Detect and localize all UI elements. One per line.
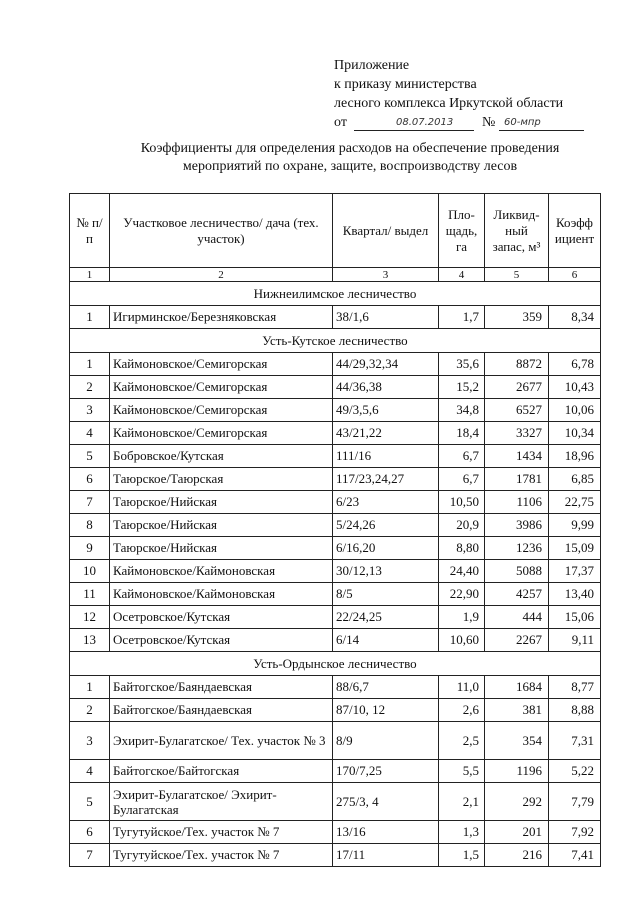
area-value: 6,7 (439, 468, 485, 491)
table-row (70, 676, 601, 699)
forestry-name: Осетровское/Кутская (110, 606, 333, 629)
coefficient-value: 6,85 (549, 468, 601, 491)
row-number: 9 (70, 537, 110, 560)
area-value: 22,90 (439, 583, 485, 606)
column-number-row (70, 268, 601, 282)
area-value: 1,9 (439, 606, 485, 629)
title-line-2: мероприятий по охране, защите, воспроизводству лесов (182, 159, 518, 174)
row-number: 1 (70, 353, 110, 376)
row-number: 4 (70, 422, 110, 445)
forestry-name: Тугутуйское/Тех. участок № 7 (110, 821, 333, 844)
stock-value: 1434 (485, 445, 549, 468)
area-value: 1,7 (439, 306, 485, 329)
area-value: 5,5 (439, 760, 485, 783)
quarter-plot: 117/23,24,27 (333, 468, 439, 491)
handwritten-date: 08.07.2013 (396, 117, 454, 128)
document-title (80, 140, 620, 176)
row-number: 3 (70, 399, 110, 422)
stock-value: 5088 (485, 560, 549, 583)
quarter-plot: 8/9 (333, 722, 439, 760)
quarter-plot: 88/6,7 (333, 676, 439, 699)
header-forestry: Участковое лесничество/ дача (тех. участок) (110, 194, 333, 268)
stock-value: 4257 (485, 583, 549, 606)
row-number: 8 (70, 514, 110, 537)
row-number: 3 (70, 722, 110, 760)
column-number: 5 (485, 268, 549, 282)
area-value: 35,6 (439, 353, 485, 376)
table-row (70, 699, 601, 722)
table-row (70, 583, 601, 606)
area-value: 2,6 (439, 699, 485, 722)
column-number: 2 (110, 268, 333, 282)
quarter-plot: 87/10, 12 (333, 699, 439, 722)
appendix-block (334, 56, 563, 132)
row-number: 6 (70, 821, 110, 844)
quarter-plot: 5/24,26 (333, 514, 439, 537)
column-number: 1 (70, 268, 110, 282)
table-row (70, 606, 601, 629)
forestry-name: Таюрское/Нийская (110, 491, 333, 514)
coefficient-value: 7,41 (549, 844, 601, 867)
forestry-name: Игирминское/Березняковская (110, 306, 333, 329)
coefficient-value: 6,78 (549, 353, 601, 376)
from-label: от (334, 115, 347, 130)
row-number: 10 (70, 560, 110, 583)
table-row (70, 376, 601, 399)
coefficient-value: 10,43 (549, 376, 601, 399)
coefficient-value: 10,06 (549, 399, 601, 422)
quarter-plot: 275/3, 4 (333, 783, 439, 821)
table-row (70, 560, 601, 583)
table-row (70, 353, 601, 376)
coefficient-value: 8,77 (549, 676, 601, 699)
area-value: 10,60 (439, 629, 485, 652)
section-row (70, 652, 601, 676)
table-row (70, 445, 601, 468)
area-value: 1,5 (439, 844, 485, 867)
quarter-plot: 170/7,25 (333, 760, 439, 783)
table-row (70, 468, 601, 491)
handwritten-number: 60-мпр (504, 117, 541, 128)
quarter-plot: 22/24,25 (333, 606, 439, 629)
quarter-plot: 6/14 (333, 629, 439, 652)
quarter-plot: 44/36,38 (333, 376, 439, 399)
row-number: 2 (70, 376, 110, 399)
forestry-name: Каймоновское/Каймоновская (110, 583, 333, 606)
area-value: 2,1 (439, 783, 485, 821)
row-number: 2 (70, 699, 110, 722)
header-quarter: Квартал/ выдел (333, 194, 439, 268)
area-value: 10,50 (439, 491, 485, 514)
header-area: Пло- щадь, га (439, 194, 485, 268)
header-stock: Ликвид- ный запас, м³ (485, 194, 549, 268)
area-value: 8,80 (439, 537, 485, 560)
forestry-name: Байтогское/Баяндаевская (110, 699, 333, 722)
forestry-name: Каймоновское/Каймоновская (110, 560, 333, 583)
stock-value: 3327 (485, 422, 549, 445)
coefficient-value: 17,37 (549, 560, 601, 583)
row-number: 5 (70, 783, 110, 821)
forestry-name: Таюрское/Нийская (110, 537, 333, 560)
stock-value: 3986 (485, 514, 549, 537)
table-row (70, 783, 601, 821)
forestry-name: Байтогское/Баяндаевская (110, 676, 333, 699)
row-number: 1 (70, 306, 110, 329)
quarter-plot: 6/23 (333, 491, 439, 514)
quarter-plot: 8/5 (333, 583, 439, 606)
table-row (70, 760, 601, 783)
stock-value: 1106 (485, 491, 549, 514)
coefficient-value: 7,92 (549, 821, 601, 844)
stock-value: 354 (485, 722, 549, 760)
coefficient-value: 8,34 (549, 306, 601, 329)
column-number: 3 (333, 268, 439, 282)
section-row (70, 329, 601, 353)
appendix-line-2: к приказу министерства (334, 77, 477, 92)
table-row (70, 821, 601, 844)
forestry-name: Тугутуйское/Тех. участок № 7 (110, 844, 333, 867)
stock-value: 444 (485, 606, 549, 629)
forestry-name: Таюрское/Нийская (110, 514, 333, 537)
forestry-name: Эхирит-Булагатское/ Эхирит-Булагатская (110, 783, 333, 821)
stock-value: 2267 (485, 629, 549, 652)
area-value: 1,3 (439, 821, 485, 844)
stock-value: 2677 (485, 376, 549, 399)
stock-value: 381 (485, 699, 549, 722)
row-number: 6 (70, 468, 110, 491)
forestry-name: Эхирит-Булагатское/ Тех. участок № 3 (110, 722, 333, 760)
table-row (70, 306, 601, 329)
stock-value: 1684 (485, 676, 549, 699)
coefficient-value: 7,79 (549, 783, 601, 821)
table-row (70, 844, 601, 867)
quarter-plot: 49/3,5,6 (333, 399, 439, 422)
forestry-name: Осетровское/Кутская (110, 629, 333, 652)
number-label: № (482, 115, 496, 130)
title-line-1: Коэффициенты для определения расходов на обеспечение проведения (140, 141, 560, 156)
appendix-line-3: лесного комплекса Иркутской области (334, 96, 564, 111)
coefficient-value: 18,96 (549, 445, 601, 468)
section-title: Усть-Кутское лесничество (70, 329, 601, 353)
section-title: Нижнеилимское лесничество (70, 282, 601, 306)
table-row (70, 629, 601, 652)
area-value: 34,8 (439, 399, 485, 422)
stock-value: 8872 (485, 353, 549, 376)
area-value: 2,5 (439, 722, 485, 760)
section-title: Усть-Ордынское лесничество (70, 652, 601, 676)
row-number: 13 (70, 629, 110, 652)
stock-value: 1236 (485, 537, 549, 560)
column-number: 6 (549, 268, 601, 282)
area-value: 6,7 (439, 445, 485, 468)
coefficient-value: 7,31 (549, 722, 601, 760)
section-row (70, 282, 601, 306)
stock-value: 292 (485, 783, 549, 821)
area-value: 11,0 (439, 676, 485, 699)
stock-value: 6527 (485, 399, 549, 422)
stock-value: 201 (485, 821, 549, 844)
table-row (70, 422, 601, 445)
coefficients-table (69, 193, 601, 867)
stock-value: 216 (485, 844, 549, 867)
row-number: 11 (70, 583, 110, 606)
coefficient-value: 9,11 (549, 629, 601, 652)
row-number: 1 (70, 676, 110, 699)
forestry-name: Каймоновское/Семигорская (110, 422, 333, 445)
row-number: 12 (70, 606, 110, 629)
table-row (70, 399, 601, 422)
area-value: 15,2 (439, 376, 485, 399)
header-row (70, 194, 601, 268)
quarter-plot: 30/12,13 (333, 560, 439, 583)
row-number: 4 (70, 760, 110, 783)
header-coef: Коэфф ициент (549, 194, 601, 268)
stock-value: 1196 (485, 760, 549, 783)
column-number: 4 (439, 268, 485, 282)
table-row (70, 514, 601, 537)
table-row (70, 491, 601, 514)
coefficient-value: 13,40 (549, 583, 601, 606)
header-num: № п/п (70, 194, 110, 268)
coefficient-value: 15,06 (549, 606, 601, 629)
forestry-name: Таюрское/Таюрская (110, 468, 333, 491)
row-number: 7 (70, 491, 110, 514)
coefficient-value: 15,09 (549, 537, 601, 560)
appendix-line-1: Приложение (334, 58, 410, 73)
forestry-name: Байтогское/Байтогская (110, 760, 333, 783)
coefficient-value: 22,75 (549, 491, 601, 514)
forestry-name: Каймоновское/Семигорская (110, 376, 333, 399)
coefficient-value: 8,88 (549, 699, 601, 722)
quarter-plot: 17/11 (333, 844, 439, 867)
coefficient-value: 9,99 (549, 514, 601, 537)
row-number: 5 (70, 445, 110, 468)
quarter-plot: 44/29,32,34 (333, 353, 439, 376)
table-body (70, 282, 601, 867)
forestry-name: Каймоновское/Семигорская (110, 353, 333, 376)
quarter-plot: 13/16 (333, 821, 439, 844)
area-value: 24,40 (439, 560, 485, 583)
coefficient-value: 10,34 (549, 422, 601, 445)
quarter-plot: 43/21,22 (333, 422, 439, 445)
quarter-plot: 6/16,20 (333, 537, 439, 560)
table-row (70, 537, 601, 560)
coefficient-value: 5,22 (549, 760, 601, 783)
row-number: 7 (70, 844, 110, 867)
stock-value: 359 (485, 306, 549, 329)
stock-value: 1781 (485, 468, 549, 491)
area-value: 18,4 (439, 422, 485, 445)
forestry-name: Бобровское/Кутская (110, 445, 333, 468)
order-date-number-line (334, 113, 563, 132)
forestry-name: Каймоновское/Семигорская (110, 399, 333, 422)
area-value: 20,9 (439, 514, 485, 537)
quarter-plot: 111/16 (333, 445, 439, 468)
quarter-plot: 38/1,6 (333, 306, 439, 329)
table-row (70, 722, 601, 760)
